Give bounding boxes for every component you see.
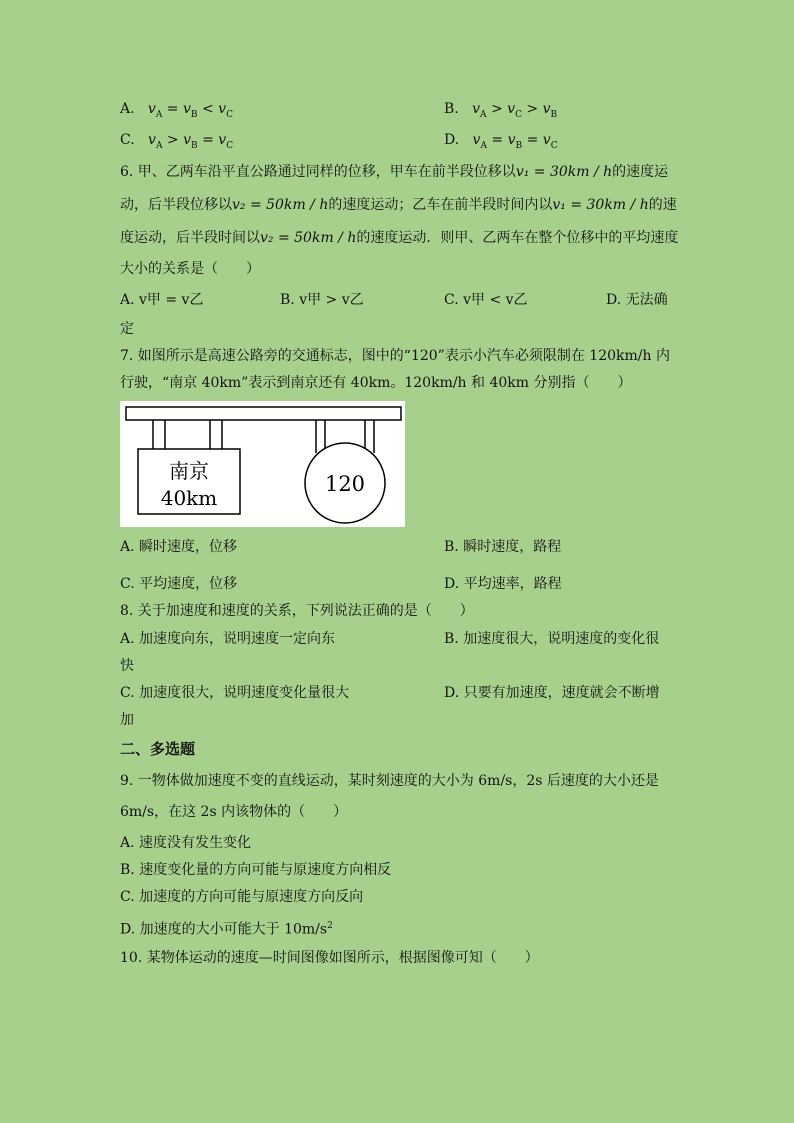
q7-line-1: 7. 如图所示是高速公路旁的交通标志，图中的“120”表示小汽车必须限制在 120km/h 内 [120,348,670,364]
q5-option-c-expr: $v_A > v_B = v_C$ [148,132,234,151]
q5-option-b: B. $v_A > v_C > v_B$ [444,101,558,120]
q8-option-d-wrap: 加 [120,712,134,728]
q8-line-1: 8. 关于加速度和速度的关系，下列说法正确的是（ ） [120,603,474,619]
q9-option-d: D. 加速度的大小可能大于 $10m/s^2$ [120,921,333,938]
q6-option-d-wrap: 定 [120,321,134,337]
q7-option-c: C. 平均速度，位移 [120,576,238,592]
section-heading-multi-choice: 二、多选题 [120,740,196,758]
q10-line-1: 10. 某物体运动的速度—时间图像如图所示，根据图像可知（ ） [120,950,539,966]
sign-speed-text: 120 [324,472,366,496]
q5-option-d: D. $v_A = v_B = v_C$ [444,132,558,151]
q5-option-c: C. $v_A > v_B = v_C$ [120,132,234,151]
sign-city-text: 南京 [169,459,209,483]
q6-option-d: D. 无法确 [606,292,668,308]
q9-option-b: B. 速度变化量的方向可能与原速度方向相反 [120,862,392,878]
q8-option-b-wrap: 快 [120,658,134,674]
q5-option-a-expr: $v_A = v_B < v_C$ [147,101,233,120]
q7-option-d: D. 平均速率，路程 [444,576,562,592]
q7-option-b: B. 瞬时速度，路程 [444,539,562,555]
q6-option-a: A. v甲 = v乙 [120,292,204,308]
q7-option-a: A. 瞬时速度，位移 [120,539,238,555]
q6-option-c: C. v甲 < v乙 [444,292,528,308]
q5-option-b-expr: $v_A > v_C > v_B$ [472,101,558,120]
q6-option-b: B. v甲 > v乙 [280,292,364,308]
q6-line-2: 动，后半段位移以v₂ = 50km / h的速度运动；乙车在前半段时间内以v₁ = 30km / h的速 [120,197,677,213]
q6-line-4: 大小的关系是（ ） [120,261,260,277]
q8-option-b: B. 加速度很大，说明速度的变化很 [444,631,660,647]
q6-line-3: 度运动，后半段时间以v₂ = 50km / h的速度运动．则甲、乙两车在整个位移中的平均速度 [120,230,679,246]
q5-option-a: A. $v_A = v_B < v_C$ [120,101,233,120]
traffic-sign-figure [120,401,405,527]
q9-line-2: 6m/s，在这 2s 内该物体的（ ） [120,804,348,820]
q9-option-a: A. 速度没有发生变化 [120,835,252,851]
q8-option-d: D. 只要有加速度，速度就会不断增 [444,685,660,701]
traffic-sign-svg [120,401,405,527]
q8-option-c: C. 加速度很大，说明速度变化量很大 [120,685,350,701]
q9-option-c: C. 加速度的方向可能与原速度方向反向 [120,889,364,905]
q7-line-2: 行驶，“南京 40km”表示到南京还有 40km。120km/h 和 40km 分别指（ ） [120,375,632,391]
q6-line-1: 6. 甲、乙两车沿平直公路通过同样的位移，甲车在前半段位移以v₁ = 30km / h的速度运 [120,164,669,180]
q9-line-1: 9. 一物体做加速度不变的直线运动，某时刻速度的大小为 6m/s，2s 后速度的大小还是 [120,773,659,789]
q8-option-a: A. 加速度向东，说明速度一定向东 [120,631,336,647]
sign-crossbar [126,407,401,420]
q5-option-d-expr: $v_A = v_B = v_C$ [472,132,558,151]
sign-distance-text: 40km [160,486,218,510]
